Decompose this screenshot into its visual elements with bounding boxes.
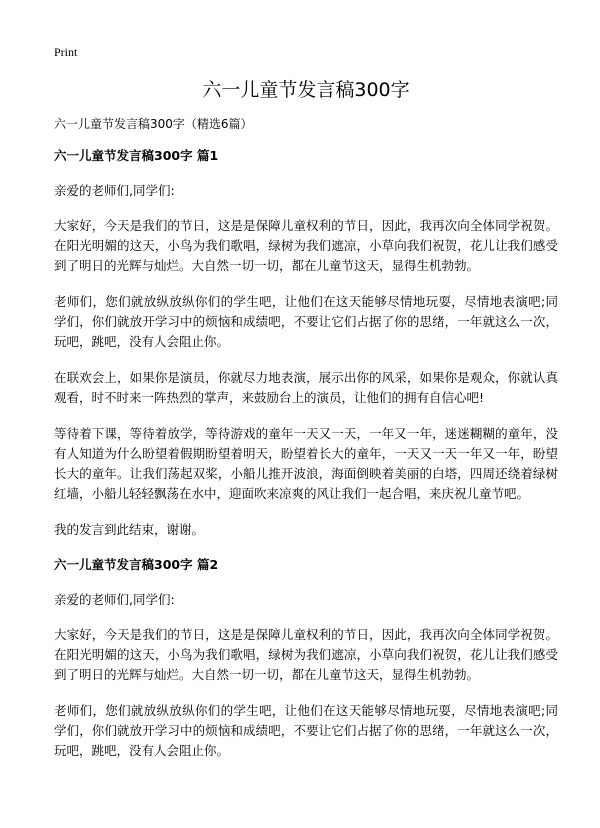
section-2 bbox=[54, 556, 558, 761]
salutation: 亲爱的老师们,同学们: bbox=[54, 183, 175, 198]
paragraph: 在联欢会上，如果你是演员，你就尽力地表演，展示出你的风采，如果你是观众，你就认真观看，时不时来一阵热烈的掌声，来鼓励台上的演员，让他们的拥有自信心吧! bbox=[54, 370, 558, 405]
section-heading: 六一儿童节发言稿300字 篇2 bbox=[54, 557, 219, 572]
print-link[interactable]: Print bbox=[54, 45, 78, 59]
paragraph: 等待着下课，等待着放学，等待游戏的童年一天又一天，一年又一年，迷迷糊糊的童年，没有人知道为什么盼望着假期盼望着明天，盼望着长大的童年，一天又一天一年又一年，盼望长大的童年。让我们荡起双桨，小船儿推开波浪，海面倒映着美丽的白塔，四周还绕着绿树红墙，小船儿轻轻飘荡在水中，迎面吹来凉爽的风让我们一起合唱，来庆祝儿童节吧。 bbox=[54, 426, 558, 501]
paragraph: 大家好，今天是我们的节日，这是是保障儿童权利的节日，因此，我再次向全体同学祝贺。在阳光明媚的这天，小鸟为我们歌唱，绿树为我们遮凉，小草向我们祝贺，花儿让我们感受到了明日的光辉与灿烂。大自然一切一切，都在儿童节这天，显得生机勃勃。 bbox=[54, 218, 558, 273]
paragraph: 老师们，您们就放纵放纵你们的学生吧，让他们在这天能够尽情地玩耍，尽情地表演吧;同学们，你们就放开学习中的烦恼和成绩吧，不要让它们占据了你的思绪，一年就这么一次，玩吧，跳吧，没有人会阻止你。 bbox=[54, 703, 558, 758]
paragraph: 老师们，您们就放纵放纵你们的学生吧，让他们在这天能够尽情地玩耍，尽情地表演吧;同学们，你们就放开学习中的烦恼和成绩吧，不要让它们占据了你的思绪，一年就这么一次，玩吧，跳吧，没有人会阻止你。 bbox=[54, 294, 558, 349]
salutation: 亲爱的老师们,同学们: bbox=[54, 592, 175, 607]
paragraph: 我的发言到此结束，谢谢。 bbox=[54, 522, 205, 537]
page-title: 六一儿童节发言稿300字 bbox=[202, 79, 410, 101]
paragraph: 大家好，今天是我们的节日，这是是保障儿童权利的节日，因此，我再次向全体同学祝贺。在阳光明媚的这天，小鸟为我们歌唱，绿树为我们遮凉，小草向我们祝贺，花儿让我们感受到了明日的光辉与灿烂。大自然一切一切，都在儿童节这天，显得生机勃勃。 bbox=[54, 627, 558, 682]
document-subtitle: 六一儿童节发言稿300字（精选6篇） bbox=[54, 117, 253, 131]
section-1 bbox=[54, 147, 558, 540]
section-heading: 六一儿童节发言稿300字 篇1 bbox=[54, 148, 219, 163]
